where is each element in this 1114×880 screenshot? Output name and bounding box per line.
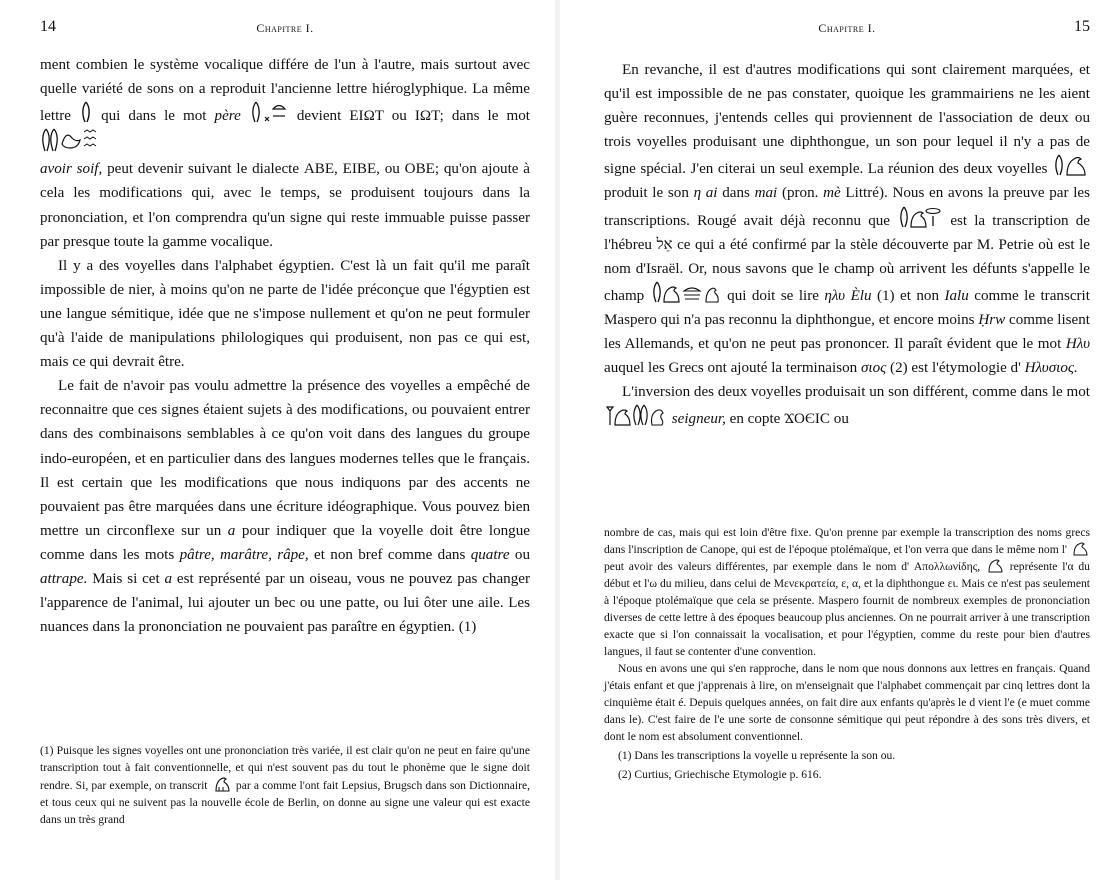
paragraph: ment combien le système vocalique différe de l'un à l'autre, mais surtout avec quelle variété de sons on a reproduit l'ancienne lettre hiéroglyphique. La même lettre qui dans le mot père devient ΕΙΩΤ ou ΙΩΤ; dans le mot avoir soif, peut devenir suivant le dialecte ΑΒΕ, ΕΙΒΕ, ou ΟΒΕ; qu'on ajoute à cela les modifications qui, avec le temps, se produisent toujours dans la prononciation, et l'on comprendra qu'un signe qui reste immuable puisse passer par presque toute la gamme vocalique. bbox=[40, 57, 530, 250]
paragraph: Il y a des voyelles dans l'alphabet égyptien. C'est là un fait qu'il me paraît impossible de nier, à moins qu'on ne parte de l'idée préconçue que l'égyptien est une langue sémitique, idée que ne s'impose nullement et qu'on ne peut formuler qu'à l'aide de manipulations philologiques qui produisent, non pas ce qui est, mais ce qui devrait être. bbox=[40, 257, 530, 371]
lord-hieroglyph-icon bbox=[606, 404, 666, 426]
right-header bbox=[604, 18, 1090, 42]
running-head: Chapitre I. bbox=[818, 21, 876, 35]
reed-vulture-hieroglyph-icon bbox=[1054, 154, 1088, 176]
vulture-hieroglyph-icon bbox=[1072, 541, 1088, 556]
footnote-continuation: nombre de cas, mais qui est loin d'être fixe. Qu'on prenne par exemple la transcription des noms grecs dans l'inscription de Canope, qui est de l'époque ptolémaïque, et l'on verra que dans le même nom l' peut avoir des valeurs différentes, par exemple dans le nom d' Απολλωνίδης, représente l'α du début et l'ω du milieu, dans celui de Μενεκρατεία, ε, α, et la diphthongue ει. Mais ce n'est pas seulement à l'époque ptolémaïque que cela se présente. Maspero fournit de nombreux exemples de prononciation diverses de cette lettre à des époques beaucoup plus anciennes. On ne pourrait arriver à une transcription exacte que si l'on connaissait la vocalisation, et pour l'égyptien, comme du reste pour bien d'autres langues, il faut se contenter d'une convention. bbox=[604, 526, 1091, 658]
vulture-hieroglyph-icon bbox=[213, 776, 231, 792]
paragraph: Le fait de n'avoir pas voulu admettre la présence des voyelles a empêché de reconnaitre que ces signes étaient sujets à des modifications, ou pouvaient entrer dans des combinaisons semblables à ce qu'on voit dans des langues du groupe indo-européen, et en particulier dans des langues modernes telles que le français. Il est certain que les modifications que nous indiquons par des accents ne pouvaient pas être marquées dans une écriture idéographique. Vous pouvez bien mettre un circonflexe sur un a pour indiquer que la voyelle doit être longue comme dans les mots pâtre, marâtre, râpe, et non bref comme dans quatre ou attrape. Mais si cet a est représenté par un oiseau, vous ne pouvez pas changer l'apparence de l'animal, lui ajouter un bec ou une patte, ou lui ôter une aile. Les nuances dans la prononciation ne pouvaient pas paraître en égyptien. (1) bbox=[40, 378, 531, 636]
reed-leaf-hieroglyph-icon bbox=[81, 101, 91, 123]
field-hieroglyph-icon bbox=[652, 281, 720, 303]
footnote: (2) Curtius, Griechische Etymologie p. 616. bbox=[618, 768, 822, 781]
page-number: 15 bbox=[1074, 18, 1090, 35]
footnote: (1) Dans les transcriptions la voyelle u représente la son ou. bbox=[618, 749, 896, 762]
god-name-hieroglyph-icon bbox=[899, 206, 941, 228]
running-head: Chapitre I. bbox=[256, 21, 314, 35]
gutter bbox=[555, 0, 560, 880]
left-body-text bbox=[40, 53, 530, 639]
paragraph: En revanche, il est d'autres modifications qui sont clairement marquées, et qu'il est impossible de ne pas constater, quoique les grammairiens ne les aient guère reconnues, j'entends celles qui proviennent de l'association de deux ou trois voyelles produisant une diphthongue, un son pour lequel il n'y a pas de signe spécial. J'en citerai un seul exemple. La réunion des deux voyelles produit le son η ai dans mai (pron. mè Littré). Nous en avons la preuve par les transcriptions. Rougé avait déjà reconnu que est la transcription de l'hébreu אֵל ce qui a été confirmé par la stèle découverte par M. Petrie où est le nom d'Israël. Or, nous savons que le champ où arrivent les défunts s'appelle le champ qui doit se lire ηλυ Èlu (1) et non Ialu comme le transcrit Maspero qui n'a pas reconnu la diphthongue, et encore moins Ḥrw comme lisent les Allemands, et qu'on ne peut pas prononcer. Il paraît évident que le mot Ηλυ auquel les Grecs ont ajouté la terminaison σιος (2) est l'étymologie d' Ηλυσιος. bbox=[604, 62, 1091, 377]
paragraph: L'inversion des deux voyelles produisait un son différent, comme dans le mot seigneur, en copte ϪΟЄІС ou bbox=[604, 380, 1090, 431]
footnote: (1) Puisque les signes voyelles ont une prononciation très variée, il est clair qu'on ne peut en faire qu'une transcription tout à fait conventionnelle, et qui n'est souvent pas du tout le phonème que le signe doit rendre. Si, par exemple, on transcrit par a comme l'ont fait Lepsius, Brugsch dans son Dictionnaire, et tous ceux qui ne suivent pas la nouvelle école de Berlin, on donne au signe une valeur qui est exacte dans un très grand bbox=[40, 744, 530, 826]
right-footnotes bbox=[604, 524, 1090, 783]
thirst-hieroglyph-icon bbox=[42, 128, 100, 152]
father-hieroglyph-icon bbox=[251, 101, 287, 123]
left-header bbox=[40, 18, 530, 42]
footnote-paragraph: Nous en avons une qui s'en rapproche, dans le nom que nous donnons aux lettres en français. Quand j'étais enfant et que j'apprenais à lire, on m'enseignait que l'alphabet commençait par cinq lettres dont la cinquième était é. Depuis quelques années, on fait dire aux enfants qu'après le d vient l'e (e muet comme dans le). C'est faire de l'e une sorte de consonne sémitique qui peut répondre à des sons très divers, et dont le nom est absolument conventionnel. bbox=[604, 662, 1090, 743]
vulture-hieroglyph-icon bbox=[987, 558, 1003, 573]
page-number: 14 bbox=[40, 18, 56, 35]
right-body-text bbox=[604, 58, 1090, 431]
left-footnotes bbox=[40, 742, 530, 828]
